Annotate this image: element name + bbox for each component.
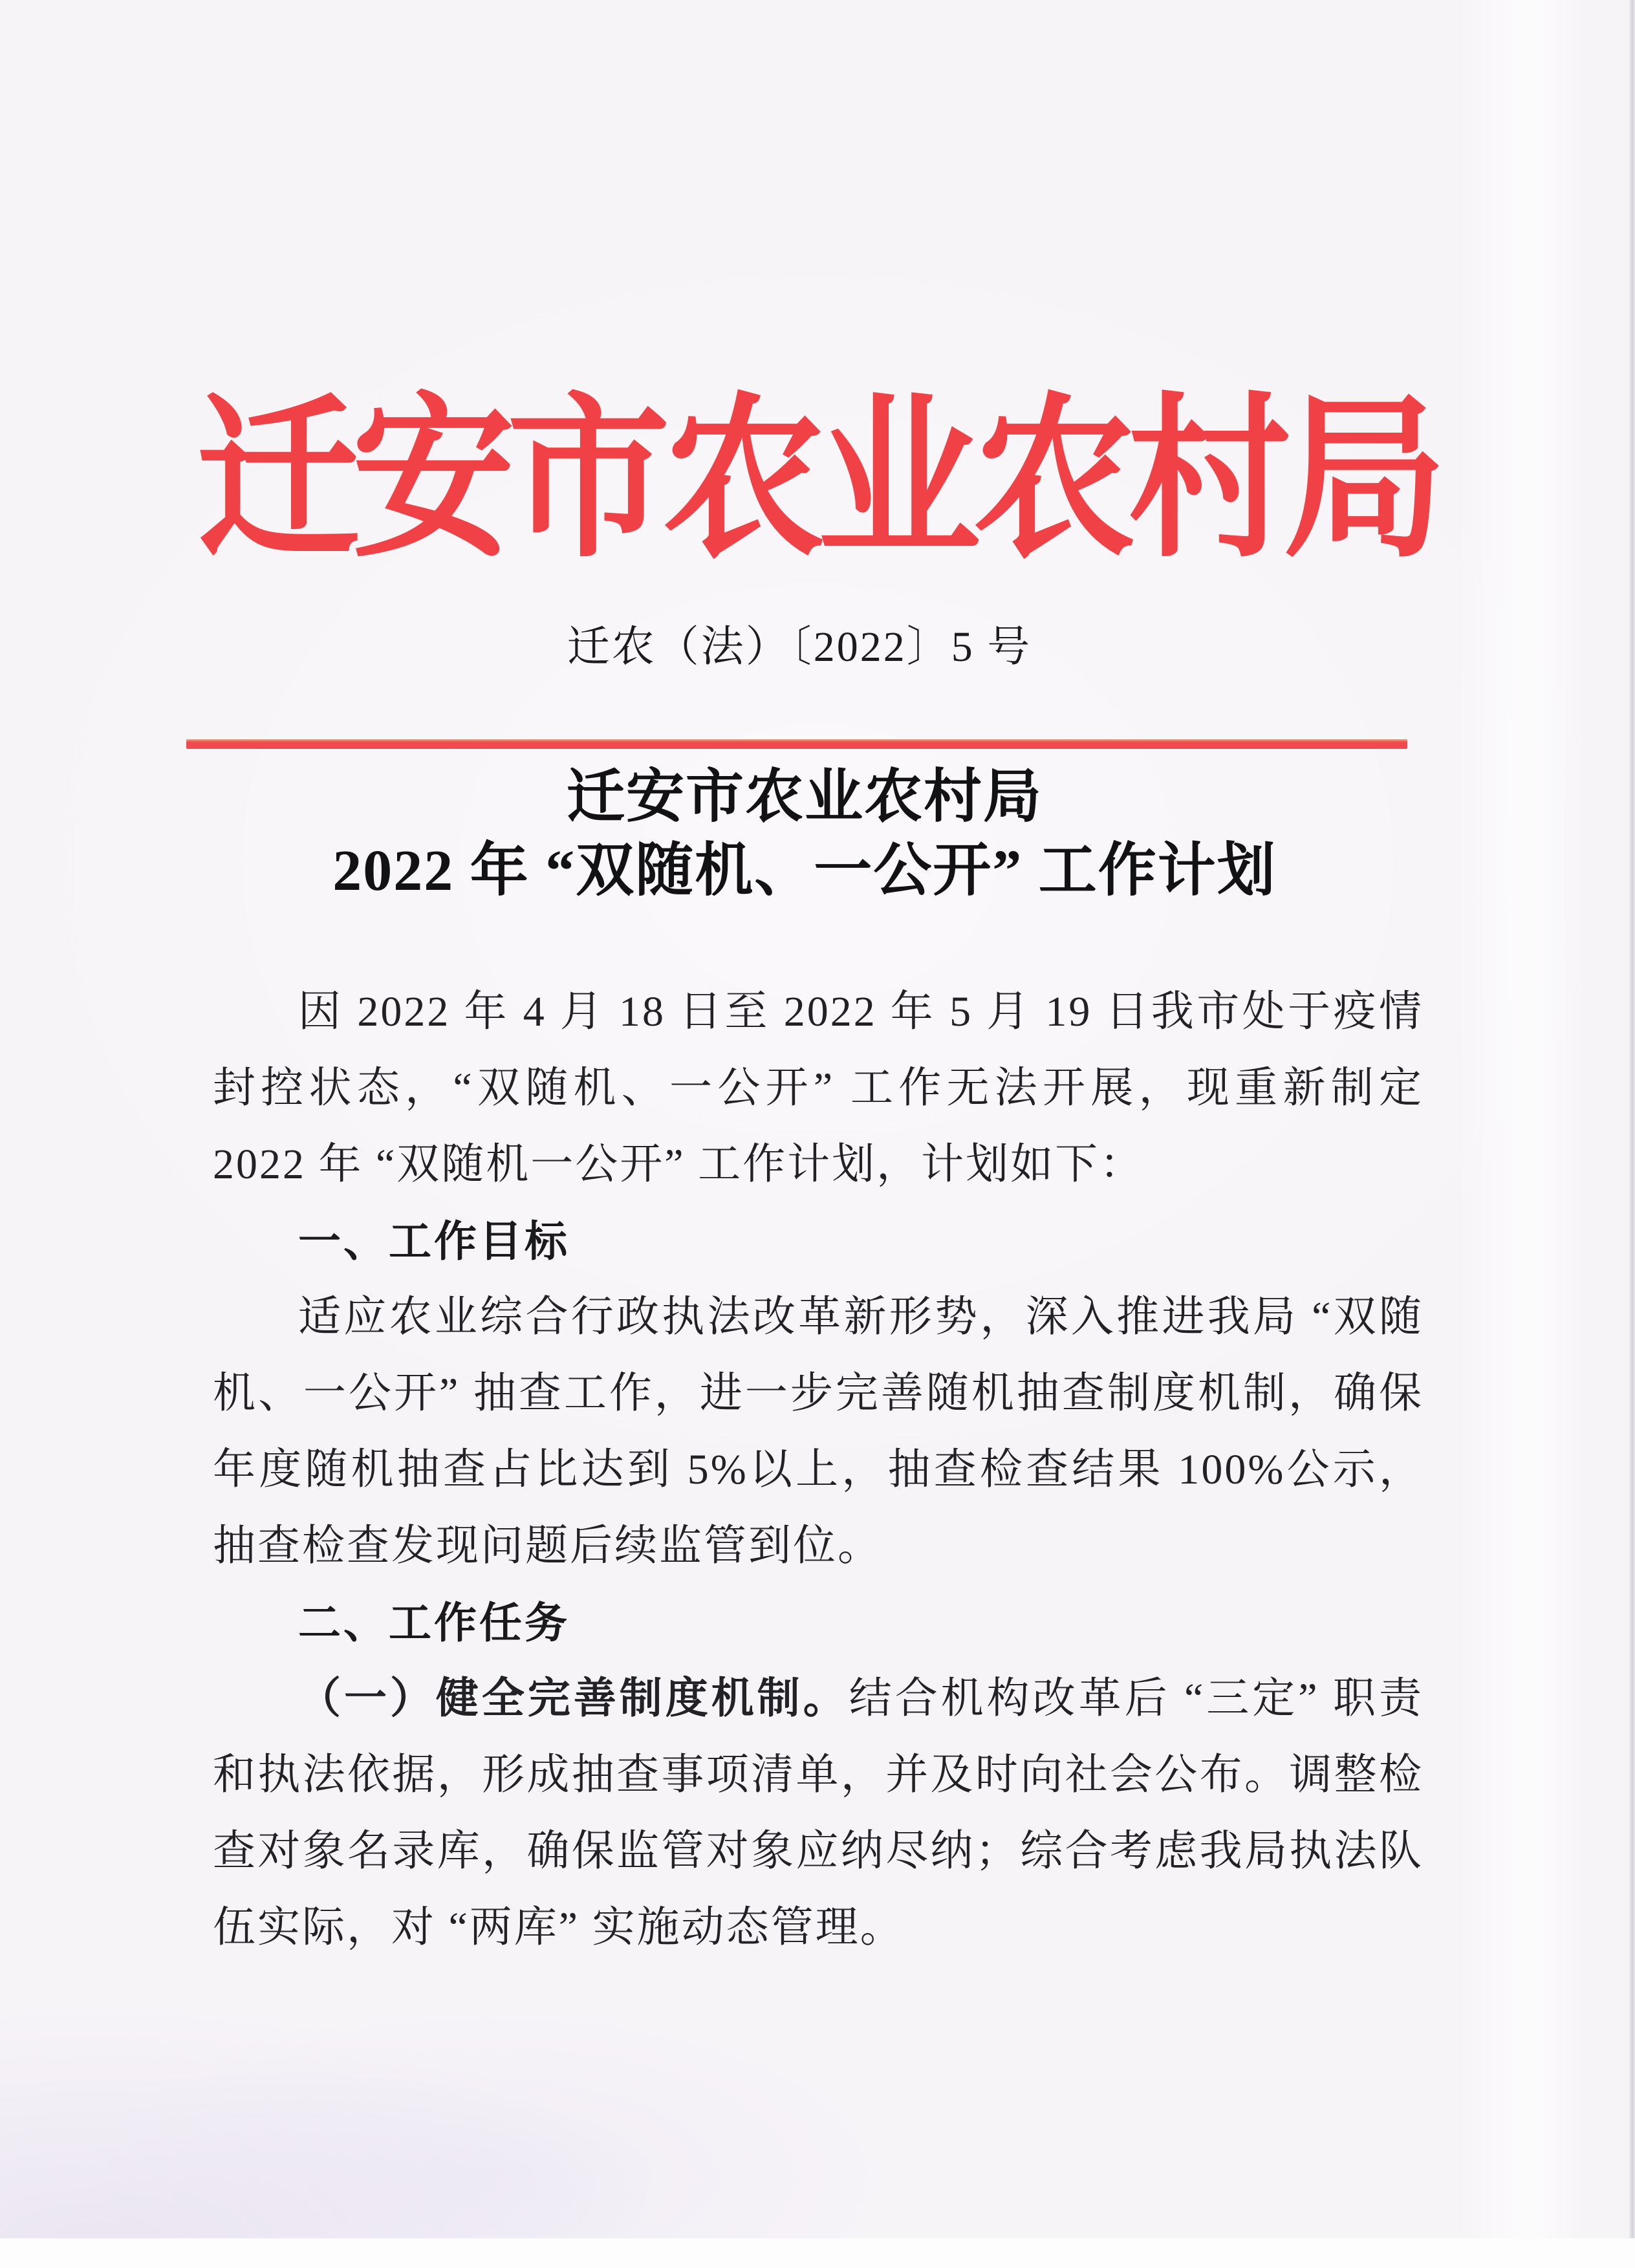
section-2-heading: 二、工作任务 [298,1599,570,1647]
agency-masthead-title: 迁安市农业农村局 [196,382,1438,579]
section-1-paragraph: 适应农业综合行政执法改革新形势，深入推进我局 “双随机、一公开” 抽查工作，进一步完善随机抽查制度机制，确保年度随机抽查占比达到 5%以上，抽查检查结果 100%公示，抽查检查发现问题后续监管到位。 [213,1293,1424,1570]
red-divider-line [186,739,1407,749]
intro-paragraph: 因 2022 年 4 月 18 日至 2022 年 5 月 19 日我市处于疫情封控状态，“双随机、一公开” 工作无法开展，现重新制定 2022 年 “双随机一公开” 工作计划，计划如下： [213,988,1424,1188]
document-title [0,761,1609,908]
section-2-item-1-body: 结合机构改革后 “三定” 职责和执法依据，形成抽查事项清单，并及时向社会公布。调整检查对象名录库，确保监管对象应纳尽纳；综合考虑我局执法队伍实际，对 “两库” 实施动态管理。 [213,1675,1424,1951]
document-title-line2: 2022 年 “双随机、一公开” 工作计划 [332,839,1277,903]
section-1-heading: 一、工作目标 [298,1217,570,1265]
section-2-item-1-lead: （一）健全完善制度机制。 [298,1675,849,1722]
section-2-item-1-paragraph [213,1661,1424,1966]
document-title-line1: 迁安市农业农村局 [567,765,1043,829]
document-number: 迁农（法）〔2022〕5 号 [567,623,1032,671]
scanner-edge-strip [0,2238,1635,2268]
document-body [213,974,1424,1966]
